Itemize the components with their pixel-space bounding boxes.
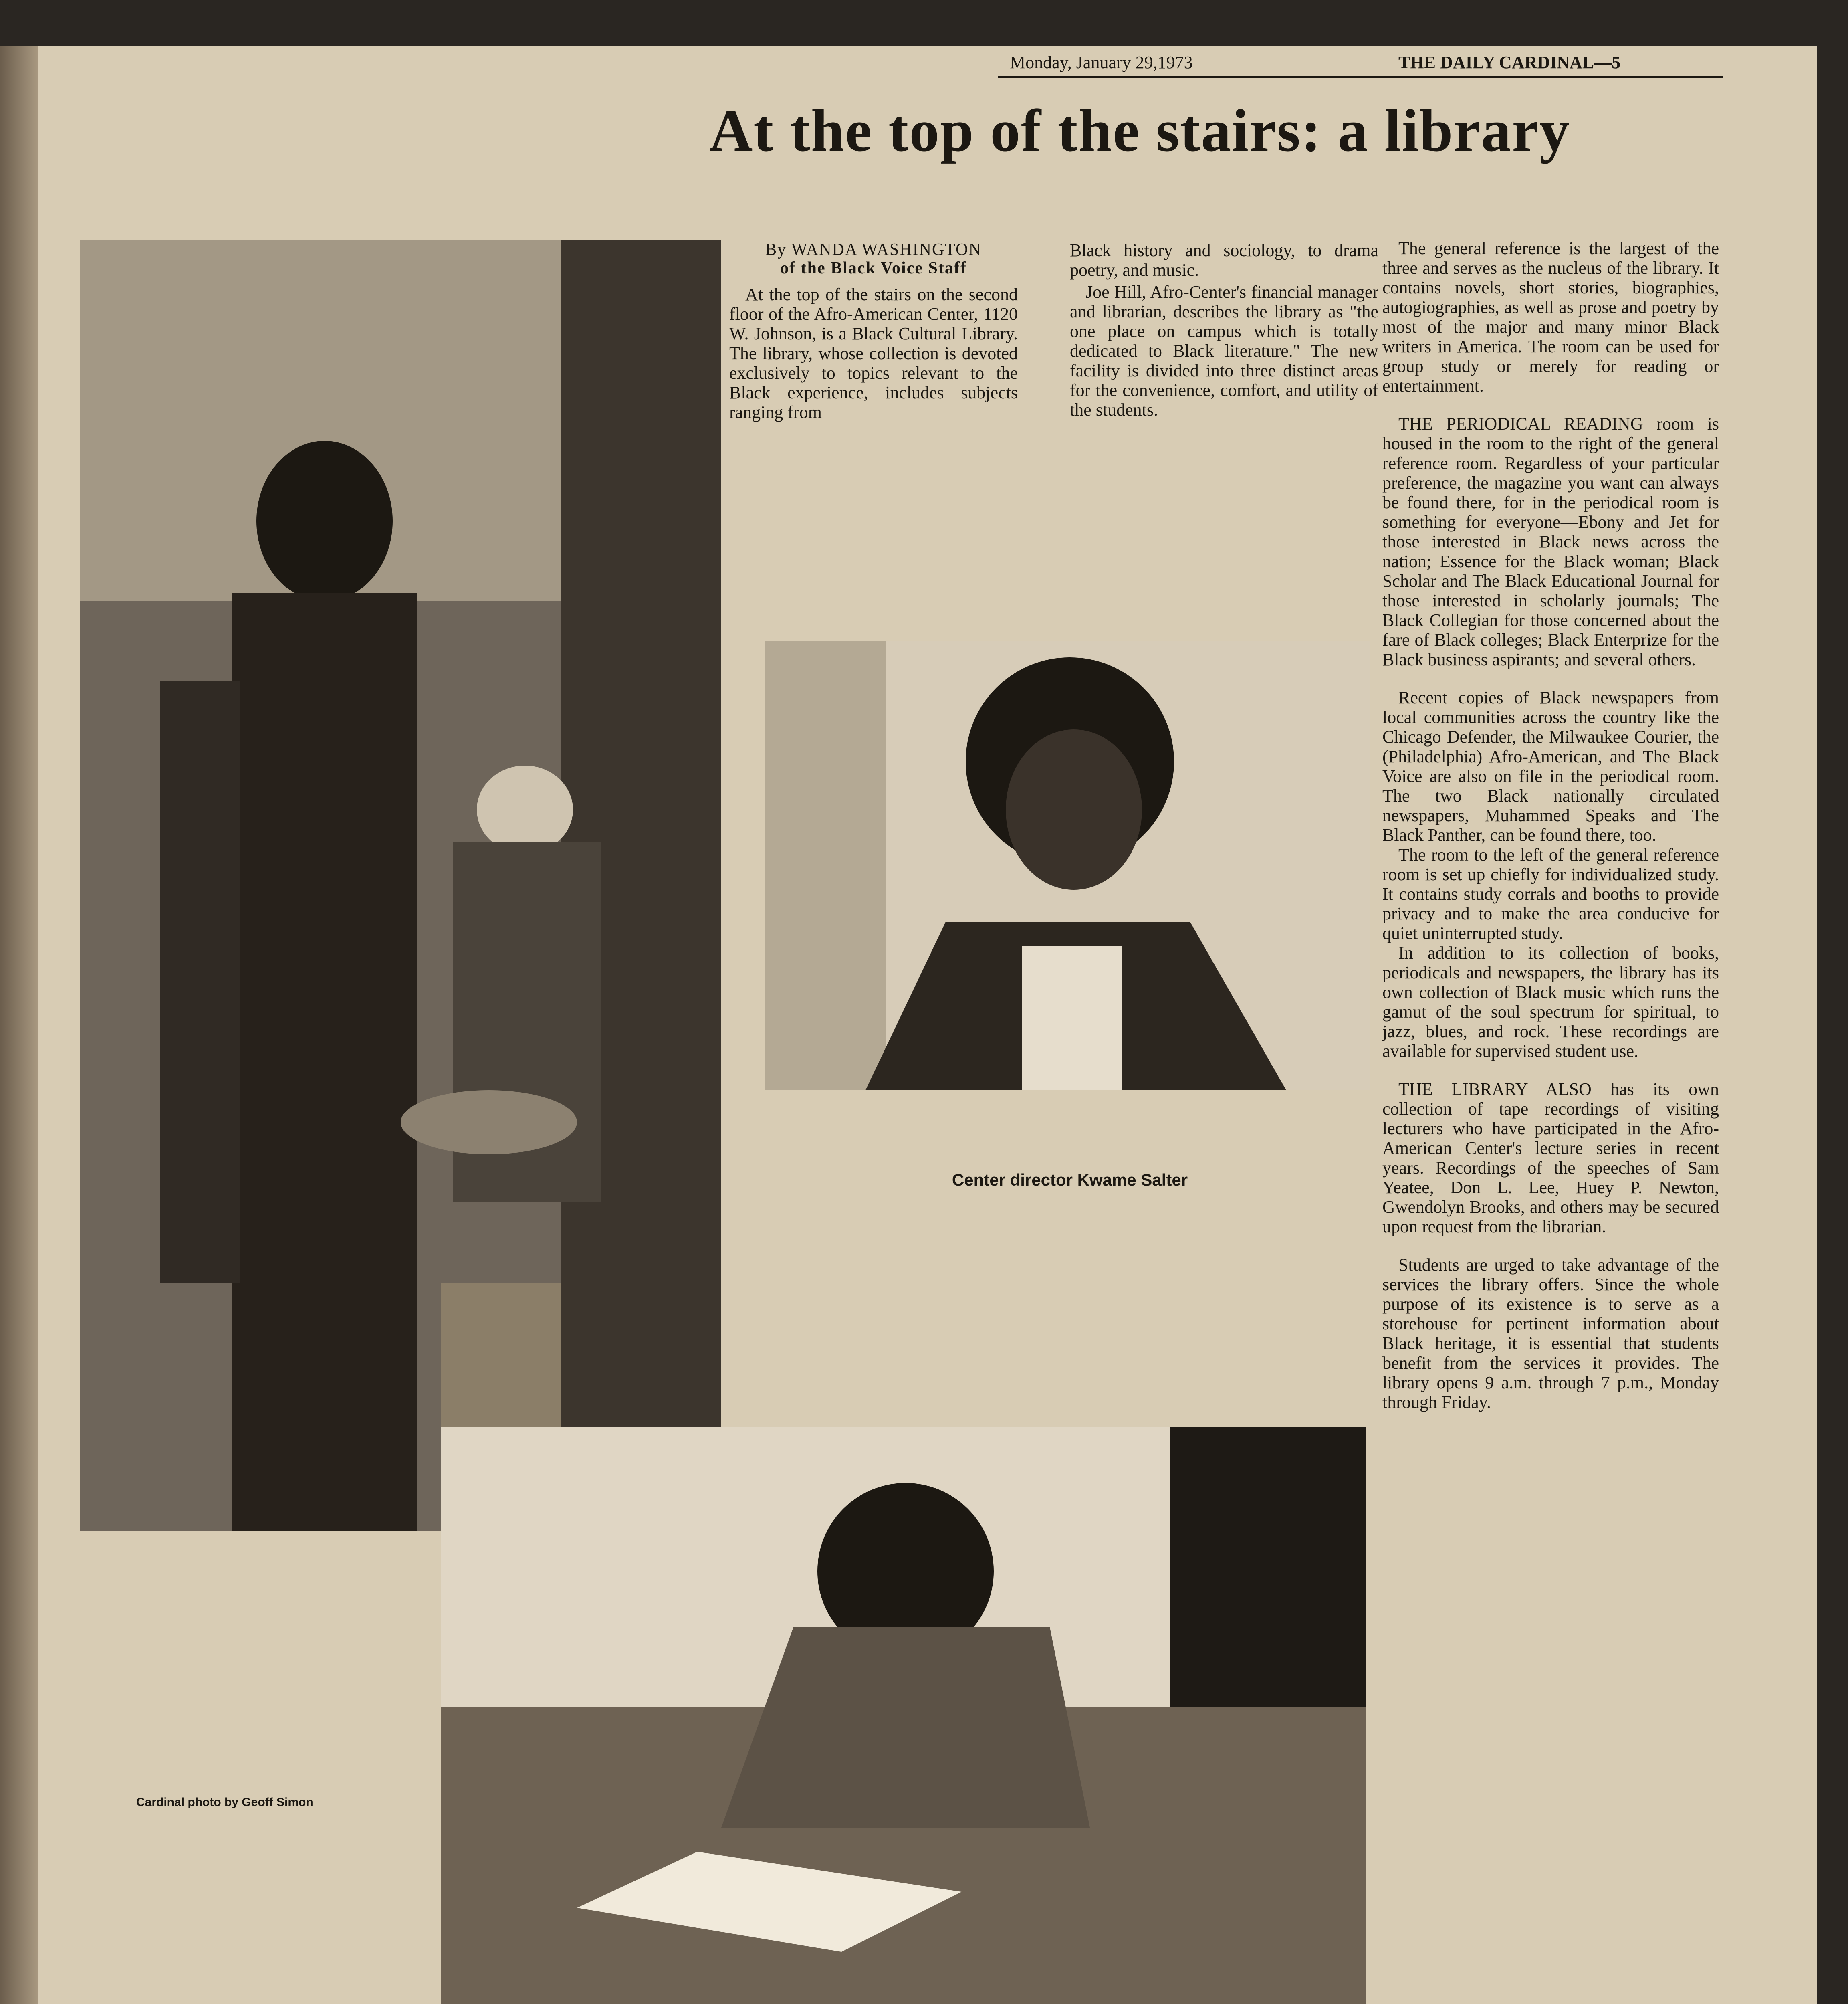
article-paragraph: THE PERIODICAL READING room is housed in the room to the right of the general reference room. Regardless of your particular preference, the magazine you want can always be found there, for in the periodical room is something for everyone—Ebony and Jet for those interested in Black news across the nation; Essence for the Black woman; Black Scholar and The Black Educational Journal for those interested in scholarly journals; The Black Collegian for those concerned about the fare of Black colleges; Black Enterprize for the Black business aspirants; and several others. — [1382, 414, 1719, 669]
binding-spine — [0, 46, 38, 2004]
header-rule — [998, 76, 1723, 78]
article-column-1 — [729, 285, 1018, 440]
article-column-3 — [1382, 238, 1719, 1430]
photo-illustration — [80, 240, 721, 1531]
byline — [729, 240, 1018, 277]
article-paragraph: Recent copies of Black newspapers from local communities across the country like the Chicago Defender, the Milwaukee Courier, the (Philadelphia) Afro-American, and The Black Voice are also on file in the periodical room. The two Black nationally circulated newspapers, Muhammed Speaks and The Black Panther, can be found there, too. — [1382, 688, 1719, 845]
article-column-2 — [1070, 240, 1378, 438]
article-paragraph: In addition to its collection of books, periodicals and newspapers, the library has its own collection of Black music which runs the gamut of the soul spectrum for spiritual, to jazz, blues, and rock. These recordings are available for supervised student use. — [1382, 943, 1719, 1061]
photo-student-studying — [441, 1427, 1366, 2004]
article-paragraph: The room to the left of the general reference room is set up chiefly for individualized study. It contains study corrals and booths to provide privacy and to make the area conducive for quiet uninterrupted study. — [1382, 845, 1719, 943]
photo-kwame-salter — [765, 641, 1370, 1090]
paper-name: THE DAILY CARDINAL—5 — [1398, 53, 1621, 72]
photo-credit: Cardinal photo by Geoff Simon — [136, 1796, 313, 1809]
photo-illustration — [441, 1427, 1366, 2004]
article-paragraph: The general reference is the largest of the three and serves as the nucleus of the library. It contains novels, short stories, biographies, autogiographies, as well as prose and poetry by most of the major and many minor Black writers in America. The room can be used for group study or merely for reading or entertainment. — [1382, 238, 1719, 396]
photo-library-visitors — [80, 240, 721, 1531]
byline-author: By WANDA WASHINGTON — [765, 240, 982, 259]
article-paragraph: Joe Hill, Afro-Center's financial manager and librarian, describes the library as "the one place on campus which is totally dedicated to Black literature." The new facility is divided into three distinct areas for the convenience, comfort, and utility of the students. — [1070, 282, 1378, 420]
caption-salter: Center director Kwame Salter — [952, 1170, 1188, 1189]
photo-illustration — [765, 641, 1370, 1090]
issue-date: Monday, January 29,1973 — [1010, 53, 1193, 72]
article-paragraph: Students are urged to take advantage of the services the library offers. Since the whole purpose of its existence is to serve as a storehouse for pertinent information about Black heritage, it is essential that students benefit from the services it provides. The library opens 9 a.m. through 7 p.m., Monday through Friday. — [1382, 1255, 1719, 1412]
article-paragraph: At the top of the stairs on the second floor of the Afro-American Center, 1120 W. Johnson, is a Black Cultural Library. The library, whose collection is devoted exclusively to topics relevant to the Black experience, includes subjects ranging from — [729, 285, 1018, 422]
headline: At the top of the stairs: a library — [709, 97, 1570, 164]
article-paragraph: Black history and sociology, to drama poetry, and music. — [1070, 240, 1378, 280]
byline-role: of the Black Voice Staff — [780, 259, 967, 277]
article-paragraph: THE LIBRARY ALSO has its own collection of tape recordings of visiting lecturers who have participated in the Afro-American Center's lecture series in recent years. Recordings of the speeches of Sam Yeatee, Don L. Lee, Huey P. Newton, Gwendolyn Brooks, and others may be secured upon request from the librarian. — [1382, 1079, 1719, 1236]
